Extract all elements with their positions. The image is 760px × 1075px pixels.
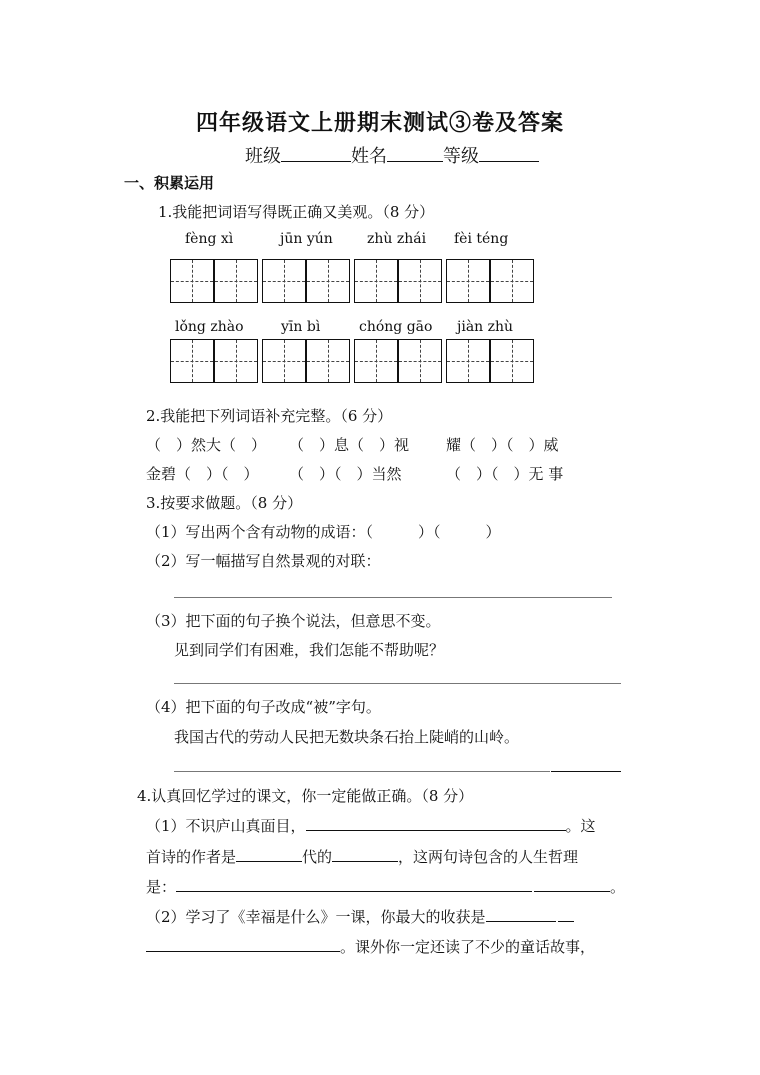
pinyin: chóng gāo (359, 319, 433, 335)
student-info-line (245, 142, 539, 168)
writing-box[interactable] (446, 339, 490, 383)
q3-item-4: （4）把下面的句子改成“被”字句。 (146, 698, 381, 716)
grade-label: 等级 (443, 146, 479, 167)
writing-box[interactable] (170, 339, 214, 383)
q4-line-1 (146, 814, 596, 836)
fill-blank[interactable] (486, 905, 556, 922)
q3-sentence-4: 我国古代的劳动人民把无数块条石抬上陡峭的山岭。 (174, 728, 520, 746)
answer-line[interactable] (174, 771, 550, 772)
writing-box[interactable] (398, 259, 442, 303)
writing-box[interactable] (354, 259, 398, 303)
writing-box[interactable] (490, 259, 534, 303)
writing-box[interactable] (214, 339, 258, 383)
idiom-item: 耀（ ）（ ）威 (446, 436, 559, 454)
section-heading: 一、积累运用 (124, 174, 215, 192)
writing-box[interactable] (306, 339, 350, 383)
writing-box[interactable] (306, 259, 350, 303)
writing-box[interactable] (398, 339, 442, 383)
class-blank[interactable] (281, 143, 351, 162)
fill-blank[interactable] (236, 845, 302, 862)
q4-text: 。这 (565, 817, 596, 835)
idiom-item: （ ）息（ ）视 (289, 436, 410, 454)
q4-line-4 (146, 905, 574, 927)
q4-text: 。课外你一定还读了不少的童话故事， (340, 938, 596, 956)
q3-sentence-3: 见到同学们有困难，我们怎能不帮助呢？ (174, 641, 445, 659)
q4-text: ，这两句诗包含的人生哲理 (398, 848, 579, 866)
name-label: 姓名 (351, 146, 387, 167)
q1-prompt: 1.我能把词语写得既正确又美观。（8 分） (158, 203, 435, 221)
pinyin: lǒng zhào (175, 319, 244, 335)
q3-item-2: （2）写一幅描写自然景观的对联： (146, 552, 381, 570)
answer-line[interactable] (174, 597, 612, 598)
q4-line-5 (146, 935, 595, 957)
fill-blank[interactable] (534, 875, 610, 892)
fill-blank[interactable] (332, 845, 398, 862)
q4-text: 是： (146, 878, 177, 896)
q4-line-3 (146, 875, 625, 897)
writing-box[interactable] (262, 339, 306, 383)
name-blank[interactable] (387, 143, 443, 162)
fill-blank[interactable] (306, 814, 566, 831)
fill-blank[interactable] (146, 935, 340, 952)
fill-blank[interactable] (558, 905, 574, 922)
fill-blank[interactable] (176, 875, 532, 892)
q3-item-3: （3）把下面的句子换个说法，但意思不变。 (146, 612, 441, 630)
q3-prompt: 3.按要求做题。（8 分） (146, 494, 303, 512)
idiom-item: （ ）然大（ ） (146, 436, 267, 454)
q4-text: 首诗的作者是 (146, 848, 237, 866)
page-title: 四年级语文上册期末测试③卷及答案 (195, 110, 564, 136)
writing-box[interactable] (214, 259, 258, 303)
q3-item-1: （1）写出两个含有动物的成语：（ ）（ ） (146, 523, 501, 541)
answer-line[interactable] (551, 771, 621, 772)
idiom-item: （ ）（ ）无 事 (446, 465, 564, 483)
idiom-item: 金碧（ ）（ ） (146, 465, 259, 483)
answer-line[interactable] (174, 683, 621, 684)
pinyin: yīn bì (281, 319, 321, 335)
q4-text: 代的 (302, 848, 333, 866)
grade-blank[interactable] (479, 143, 539, 162)
q4-line-2 (146, 845, 578, 867)
writing-box[interactable] (262, 259, 306, 303)
pinyin: jiàn zhù (457, 319, 514, 335)
writing-box[interactable] (354, 339, 398, 383)
pinyin: fèi téng (454, 231, 509, 247)
q4-text: （1）不识庐山真面目， (146, 817, 306, 835)
writing-box[interactable] (446, 259, 490, 303)
pinyin: zhù zhái (367, 231, 427, 247)
q4-prompt: 4.认真回忆学过的课文，你一定能做正确。（8 分） (137, 787, 474, 805)
class-label: 班级 (245, 146, 281, 167)
writing-box[interactable] (170, 259, 214, 303)
q2-prompt: 2.我能把下列词语补充完整。（6 分） (146, 407, 393, 425)
writing-box[interactable] (490, 339, 534, 383)
q4-text: 。 (610, 878, 626, 896)
pinyin: jūn yún (280, 231, 333, 247)
pinyin: fèng xì (185, 231, 234, 247)
q4-text: （2）学习了《幸福是什么》一课，你最大的收获是 (146, 908, 486, 926)
idiom-item: （ ）（ ）当然 (289, 465, 402, 483)
